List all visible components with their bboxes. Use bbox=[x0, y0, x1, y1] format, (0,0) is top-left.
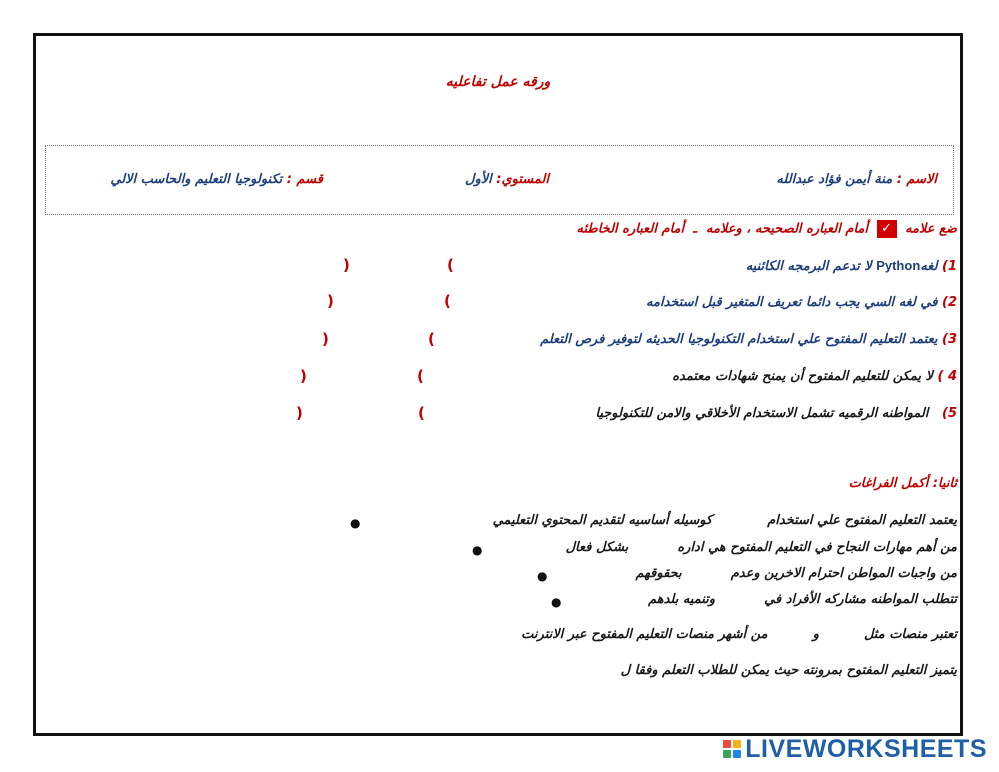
answer-paren-close: ) bbox=[327, 292, 334, 310]
student-department bbox=[110, 172, 323, 187]
instruction-part1: ضع علامه bbox=[905, 221, 957, 237]
fill-line-1 bbox=[493, 513, 957, 528]
answer-paren-close: ) bbox=[300, 367, 307, 385]
bullet-icon: ● bbox=[537, 569, 548, 583]
logo-text: LIVEWORKSHEETS bbox=[745, 734, 987, 763]
fill-text-a: تعتبر منصات مثل bbox=[863, 627, 957, 642]
question-1 bbox=[746, 258, 957, 274]
answer-paren-open: ( bbox=[447, 256, 454, 274]
instruction-part3: أمام العباره الخاطئه bbox=[576, 221, 685, 237]
fill-text-a: تتطلب المواطنه مشاركه الأفراد في bbox=[764, 592, 957, 607]
fill-line-6 bbox=[621, 663, 957, 678]
fill-text-b: بحقوقهم bbox=[635, 566, 682, 581]
fill-text-a: يتميز التعليم المفتوح بمرونته حيث يمكن للطلاب التعلم وفقا ل bbox=[620, 663, 957, 678]
question-text-pre: لغه bbox=[920, 259, 938, 274]
logo-mark-icon bbox=[723, 740, 741, 758]
fill-text-b: و bbox=[812, 627, 819, 642]
logo-square bbox=[733, 740, 741, 748]
bullet-icon: ● bbox=[350, 516, 361, 530]
answer-paren-open: ( bbox=[444, 292, 451, 310]
question-3 bbox=[540, 332, 957, 347]
question-4 bbox=[672, 369, 957, 384]
worksheet-title: ورقه عمل تفاعليه bbox=[445, 74, 551, 90]
fill-text-b: بشكل فعال bbox=[565, 540, 629, 555]
question-text: المواطنه الرقميه تشمل الاستخدام الأخلاقي والامن للتكنولوجيا bbox=[595, 406, 929, 421]
question-2 bbox=[646, 295, 957, 310]
question-5 bbox=[595, 406, 957, 421]
logo-square bbox=[723, 740, 731, 748]
answer-paren-close: ) bbox=[296, 404, 303, 422]
answer-paren-open: ( bbox=[417, 367, 424, 385]
logo-square bbox=[723, 750, 731, 758]
check-mark-icon: ✓ bbox=[877, 220, 897, 238]
liveworksheets-logo bbox=[723, 734, 987, 764]
fill-line-4 bbox=[648, 592, 957, 607]
dept-label: قسم : bbox=[286, 172, 323, 187]
question-number: 2) bbox=[942, 295, 957, 310]
fill-text-b: وتنميه بلدهم bbox=[648, 592, 716, 607]
logo-square bbox=[733, 750, 741, 758]
fill-line-3 bbox=[636, 566, 958, 581]
name-label: الاسم : bbox=[896, 172, 937, 187]
question-text: يعتمد التعليم المفتوح علي استخدام التكنولوجيا الحديثه لتوفير فرص التعلم bbox=[540, 332, 938, 347]
fill-text-a: من أهم مهارات النجاح في التعليم المفتوح هي اداره bbox=[677, 540, 957, 555]
answer-paren-close: ) bbox=[343, 256, 350, 274]
answer-paren-open: ( bbox=[418, 404, 425, 422]
fill-text-a: من واجبات المواطن احترام الاخرين وعدم bbox=[730, 566, 957, 581]
student-level bbox=[465, 172, 549, 187]
name-value: منة أيمن فؤاد عبدالله bbox=[776, 172, 893, 187]
dept-value: تكنولوجيا التعليم والحاسب الالي bbox=[110, 172, 283, 187]
instruction-line bbox=[576, 220, 957, 238]
instruction-part2: أمام العباره الصحيحه ، وعلامه bbox=[706, 221, 868, 237]
level-value: الأول bbox=[465, 172, 492, 187]
question-number: 4 ) bbox=[937, 369, 957, 384]
question-text-post: لا تدعم البرمجه الكائنيه bbox=[745, 259, 872, 274]
question-number: 5) bbox=[942, 406, 957, 421]
dash-mark: ـ bbox=[693, 221, 697, 237]
question-latin: Python bbox=[876, 258, 921, 273]
question-text: لا يمكن للتعليم المفتوح أن يمنح شهادات معتمده bbox=[672, 369, 933, 384]
question-number: 1) bbox=[942, 259, 957, 274]
bullet-icon: ● bbox=[472, 543, 483, 557]
question-number: 3) bbox=[942, 332, 957, 347]
fill-text-a: يعتمد التعليم المفتوح علي استخدام bbox=[767, 513, 957, 528]
fill-line-5 bbox=[521, 627, 957, 642]
fill-text-c: من أشهر منصات التعليم المفتوح عبر الانترنت bbox=[521, 627, 768, 642]
fill-text-b: كوسيله أساسيه لتقديم المحتوي التعليمي bbox=[492, 513, 713, 528]
answer-paren-open: ( bbox=[428, 330, 435, 348]
student-name bbox=[776, 172, 937, 187]
question-text: في لغه السي يجب دائما تعريف المتغير قبل استخدامه bbox=[646, 295, 938, 310]
fill-line-2 bbox=[566, 540, 957, 555]
bullet-icon: ● bbox=[551, 595, 562, 609]
section2-title: ثانيا: أكمل الفراغات bbox=[848, 476, 957, 491]
level-label: المستوي: bbox=[496, 172, 549, 187]
answer-paren-close: ) bbox=[322, 330, 329, 348]
